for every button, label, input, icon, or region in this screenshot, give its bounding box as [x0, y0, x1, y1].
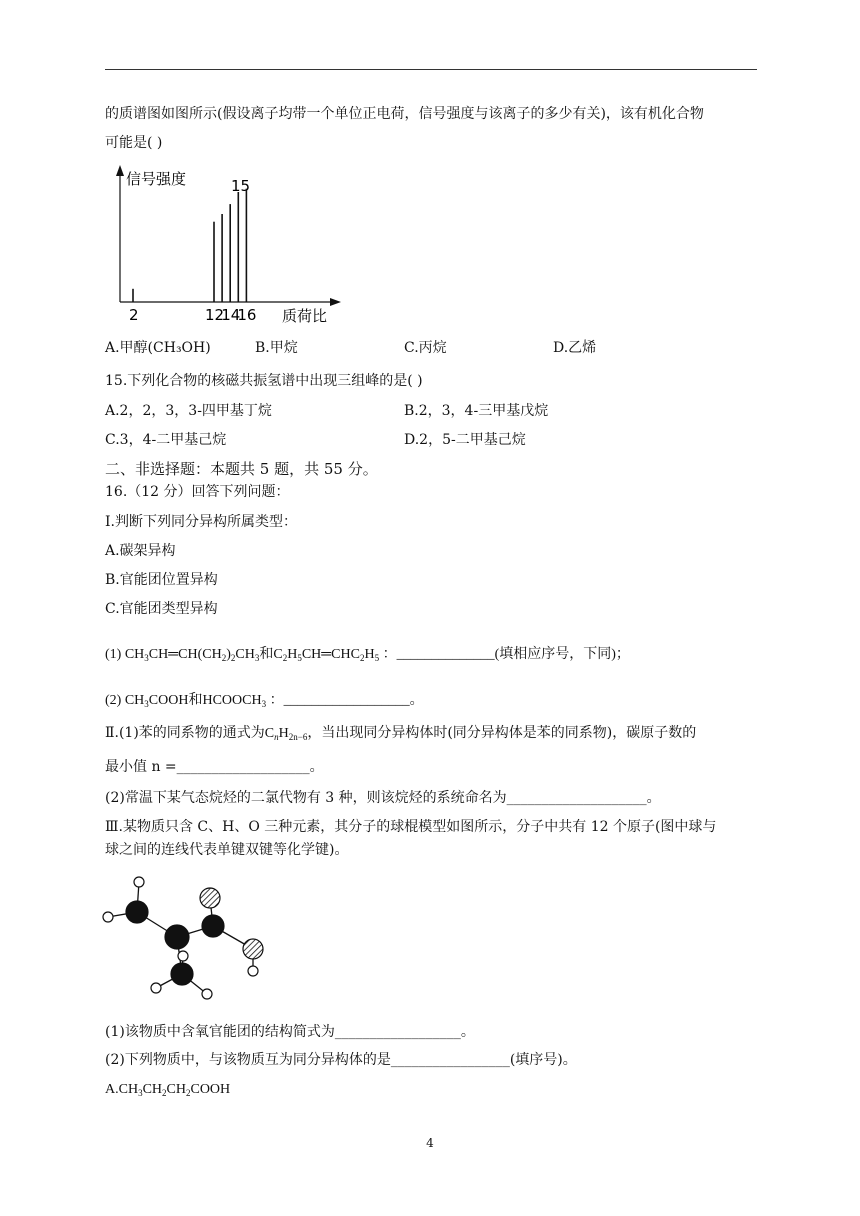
x-tick-label: 2	[129, 306, 139, 324]
q16-part2-line1: Ⅱ.(1)苯的同系物的通式为$C_nH_{2n-6}$，当出现同分异构体时(同分异构体是苯的同系物)，碳原子数的	[105, 725, 697, 742]
oxygen-atom	[243, 939, 263, 959]
hydrogen-atom	[178, 951, 188, 961]
hydrogen-atom	[248, 966, 258, 976]
q16-part3-q2: (2)下列物质中，与该物质互为同分异构体的是_________________(填序号)。	[105, 1052, 577, 1068]
hydrogen-atom	[134, 877, 144, 887]
q16-part3-option-a: $A.CH_3CH_2CH_2COOH$	[105, 1082, 231, 1098]
q16-part2-q2: (2)常温下某气态烷烃的二氯代物有 3 种，则该烷烃的系统命名为____________________。	[105, 790, 661, 806]
q15-option-a: A.2，2，3，3-四甲基丁烷	[105, 403, 272, 419]
peak-label-15: 15	[231, 177, 251, 195]
carbon-atom	[171, 963, 193, 985]
q16-part3-q1: (1)该物质中含氧官能团的结构简式为__________________。	[105, 1024, 475, 1040]
q16-part3-line1: Ⅲ.某物质只含 C、H、O 三种元素，其分子的球棍模型如图所示，分子中共有 12 个原子(图中球与	[105, 819, 717, 835]
x-axis-label: 质荷比	[282, 307, 328, 325]
mass-spectrum-chart	[100, 162, 350, 332]
hydrogen-atom	[151, 983, 161, 993]
q14-option-c: C.丙烷	[404, 340, 447, 356]
x-tick-label: 16	[237, 306, 257, 324]
hydrogen-atom	[202, 989, 212, 999]
q16-part1-title: Ⅰ.判断下列同分异构所属类型：	[105, 514, 297, 530]
q14-stem-line2: 可能是( )	[105, 135, 163, 151]
page-number: 4	[426, 1136, 434, 1150]
q15-option-d: D.2，5-二甲基己烷	[404, 432, 526, 448]
q14-stem-line1: 的质谱图如图所示(假设离子均带一个单位正电荷，信号强度与该离子的多少有关)，该有机化合物	[105, 106, 704, 122]
q15-option-c: C.3，4-二甲基己烷	[105, 432, 227, 448]
section-2-heading: 二、非选择题：本题共 5 题，共 55 分。	[105, 460, 378, 478]
x-axis-arrow	[330, 298, 341, 306]
q15-stem: 15.下列化合物的核磁共振氢谱中出现三组峰的是( )	[105, 373, 423, 389]
carbon-atom	[165, 925, 189, 949]
q15-option-b: B.2，3，4-三甲基戊烷	[404, 403, 549, 419]
y-axis-label: 信号强度	[126, 170, 187, 188]
isomer-type-c: C.官能团类型异构	[105, 601, 218, 617]
q14-option-a: A.甲醇(CH₃OH)	[105, 340, 211, 356]
isomer-type-a: A.碳架异构	[105, 543, 176, 559]
carbon-atom	[202, 915, 224, 937]
x-tick-label: 12	[205, 306, 225, 324]
q16-sub1: (1) $CH_3CH═CH(CH_2)_2CH_3$和$C_2H_5CH═CHC_2H_5$ ：______________(填相应序号，下同)；	[105, 647, 630, 663]
carbon-atom	[126, 901, 148, 923]
q16-stem: 16.（12 分）回答下列问题：	[105, 484, 290, 500]
q14-option-d: D.乙烯	[553, 340, 597, 356]
benzene-homolog-formula: $C_nH_{2n-6}$	[264, 726, 308, 742]
hydrogen-atom	[103, 912, 113, 922]
x-tick-label: 14	[221, 306, 241, 324]
ball-and-stick-model	[98, 870, 278, 1005]
oxygen-atom	[200, 888, 220, 908]
isomer-type-b: B.官能团位置异构	[105, 572, 218, 588]
q16-sub2: (2) $CH_3COOH$和$HCOOCH_3$ ：__________________。	[105, 693, 424, 709]
y-axis-arrow	[116, 165, 124, 176]
header-rule	[105, 69, 757, 70]
q16-part2-line2: 最小值 n =___________________。	[105, 759, 324, 775]
q16-part3-line2: 球之间的连线代表单键双键等化学键)。	[105, 842, 349, 858]
q14-option-b: B.甲烷	[255, 340, 298, 356]
